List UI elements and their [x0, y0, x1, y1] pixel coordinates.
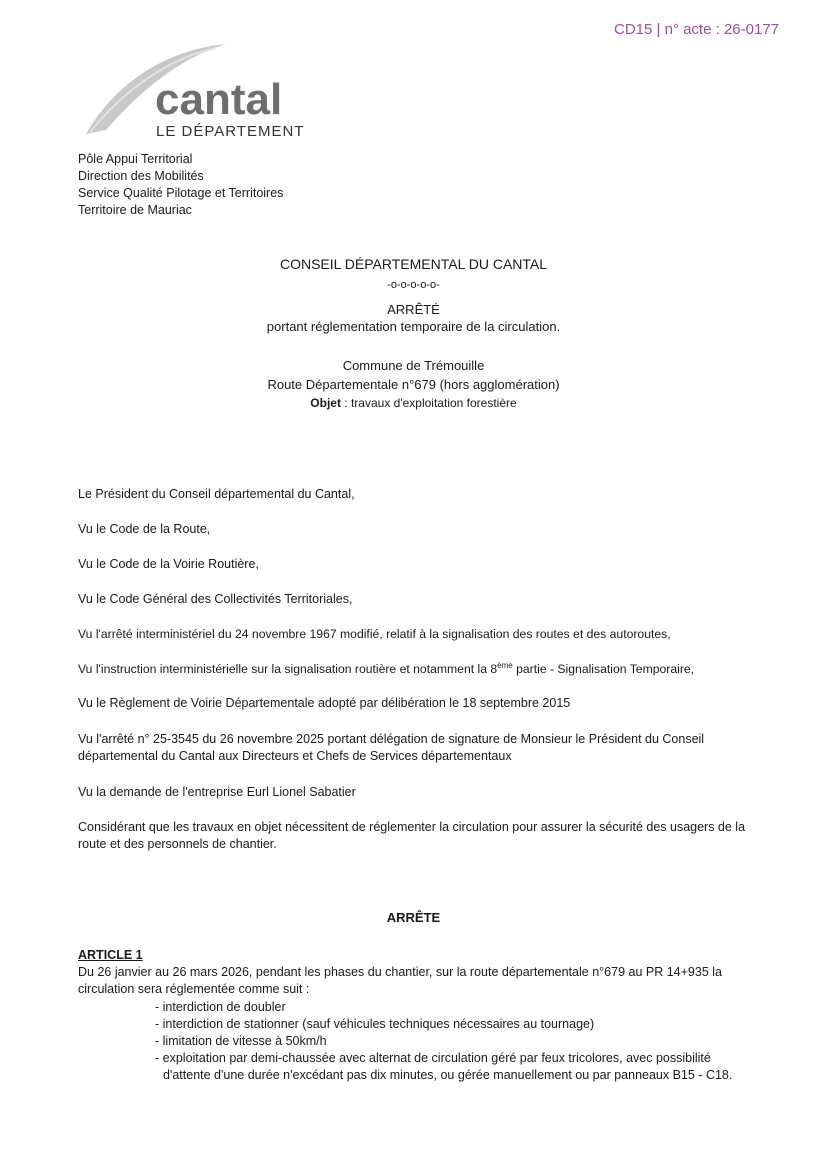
measure-continuation: d'attente d'une durée n'excédant pas dix minutes, ou gérée manuellement ou par panneaux B15 - C18.	[163, 1068, 733, 1082]
acte-number: CD15 | n° acte : 26-0177	[614, 21, 779, 38]
vu-cgct: Vu le Code Général des Collectivités Territoriales,	[78, 592, 353, 606]
article-1-label: ARTICLE 1	[78, 948, 143, 962]
logo-name: cantal	[155, 75, 283, 124]
vu-instruction-a: Vu l'instruction interministérielle sur la signalisation routière et notamment la 8	[78, 662, 498, 677]
vu-instruction-sup: ème	[497, 661, 513, 670]
title-separator: -o-o-o-o-o-	[387, 279, 440, 291]
measure-item: - exploitation par demi-chaussée avec alternat de circulation géré par feux tricolores, avec possibilité	[155, 1051, 711, 1065]
service-line-3: Service Qualité Pilotage et Territoires	[78, 186, 284, 200]
vu-reglement: Vu le Règlement de Voirie Départementale adopté par délibération le 18 septembre 2015	[78, 696, 571, 710]
objet-text: : travaux d'exploitation forestière	[340, 396, 517, 410]
route: Route Départementale n°679 (hors agglomération)	[267, 377, 560, 392]
vu-delegation: Vu l'arrêté n° 25-3545 du 26 novembre 2025 portant délégation de signature de Monsieur le Président du Conseil départemental du Cantal aux Directeurs et Chefs de Services départementaux	[78, 732, 705, 763]
commune: Commune de Trémouille	[342, 358, 485, 373]
vu-arrete-1967: Vu l'arrêté interministériel du 24 novembre 1967 modifié, relatif à la signalisation des routes et des autoroutes,	[78, 627, 671, 641]
arrete-subject: portant réglementation temporaire de la circulation.	[266, 319, 561, 334]
measure-item: - limitation de vitesse à 50km/h	[155, 1034, 327, 1048]
vu-instruction-b: partie - Signalisation Temporaire,	[512, 662, 695, 677]
council-title: CONSEIL DÉPARTEMENTAL DU CANTAL	[279, 256, 548, 272]
measure-item: - interdiction de doubler	[155, 1000, 286, 1014]
service-line-2: Direction des Mobilités	[78, 169, 204, 183]
article-1-text: Du 26 janvier au 26 mars 2026, pendant les phases du chantier, sur la route départementale n°679 au PR 14+935 la circulation sera réglementée comme suit :	[78, 965, 722, 996]
vu-code-voirie: Vu le Code de la Voirie Routière,	[78, 557, 259, 571]
vu-demande: Vu la demande de l'entreprise Eurl Lionel Sabatier	[78, 785, 356, 799]
measure-item: - interdiction de stationner (sauf véhicules techniques nécessaires au tournage)	[155, 1017, 595, 1031]
cantal-swoosh-icon	[86, 42, 316, 142]
vu-instruction	[78, 661, 694, 676]
service-line-1: Pôle Appui Territorial	[78, 152, 193, 166]
objet-line	[0, 396, 827, 410]
considerant: Considérant que les travaux en objet nécessitent de réglementer la circulation pour assurer la sécurité des usagers de la route et des personnels de chantier.	[78, 820, 746, 851]
arrete-heading: ARRÊTE	[386, 910, 441, 925]
arrete-title: ARRÊTÉ	[387, 302, 440, 317]
president-line: Le Président du Conseil départemental du Cantal,	[78, 487, 355, 501]
objet-label: Objet	[310, 396, 341, 410]
logo-subtitle: LE DÉPARTEMENT	[156, 123, 305, 140]
vu-code-route: Vu le Code de la Route,	[78, 522, 211, 536]
service-line-4: Territoire de Mauriac	[78, 203, 192, 217]
cantal-logo	[86, 42, 316, 142]
